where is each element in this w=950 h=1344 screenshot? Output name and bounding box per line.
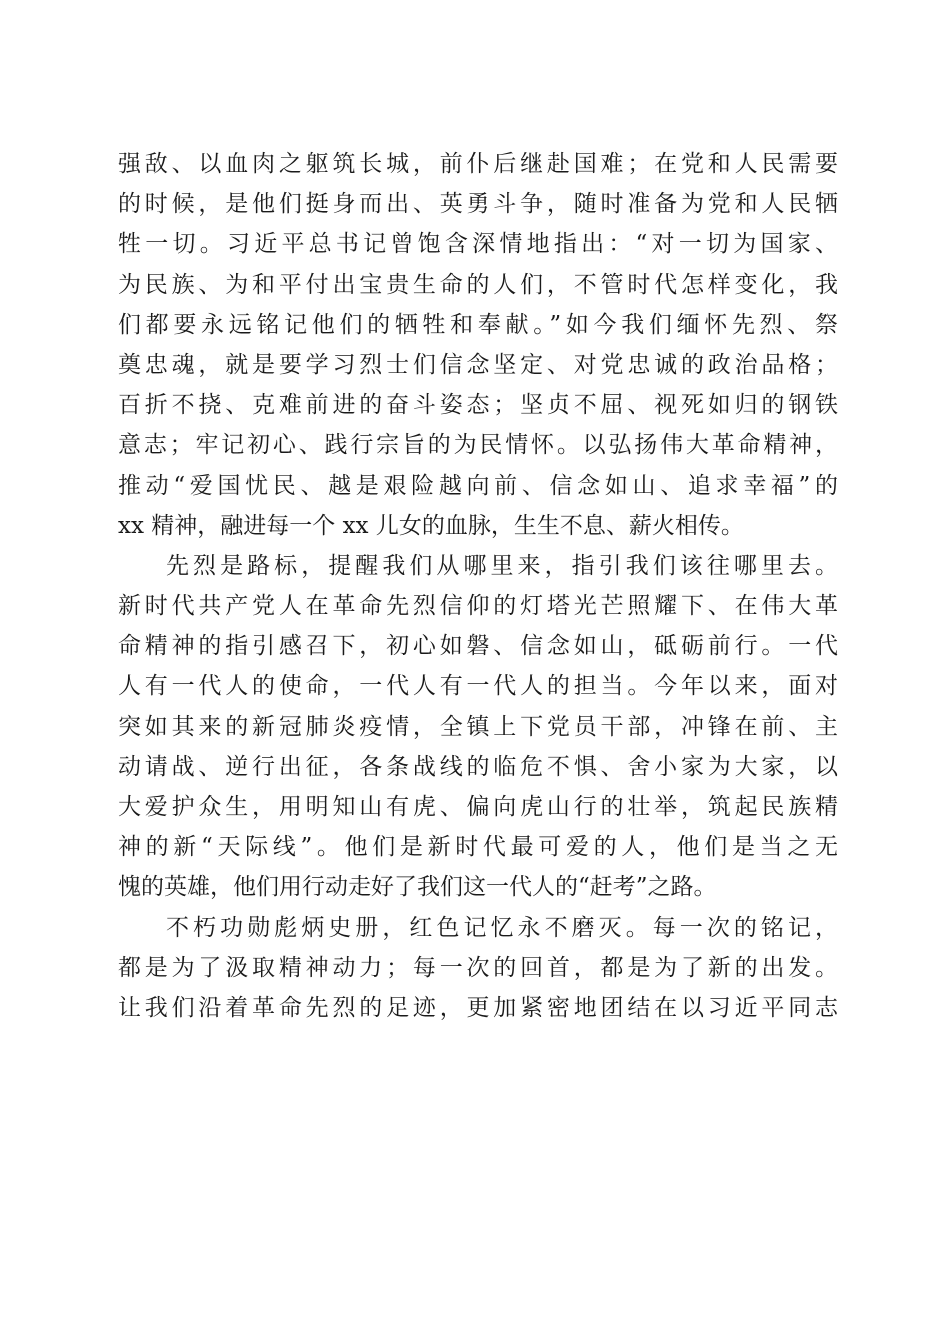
text-line: 神的新“天际线”。他们是新时代最可爱的人，他们是当之无 (118, 834, 838, 861)
text-line: 命精神的指引感召下，初心如磐、信念如山，砥砺前行。一代 (118, 633, 838, 660)
paragraph-2 (118, 546, 838, 908)
text-line: 突如其来的新冠肺炎疫情，全镇上下党员干部，冲锋在前、主 (118, 713, 838, 740)
text-line: 人有一代人的使命，一代人有一代人的担当。今年以来，面对 (118, 673, 838, 700)
body-text (118, 144, 838, 1028)
paragraph-1 (118, 144, 838, 546)
text-line: 推动“爱国忧民、越是艰险越向前、信念如山、追求幸福”的 (118, 472, 838, 499)
text-line: 不朽功勋彪炳史册，红色记忆永不磨灭。每一次的铭记， (166, 914, 838, 941)
text-line: xx 精神，融进每一个 xx 儿女的血脉，生生不息、薪火相传。 (118, 512, 744, 539)
text-line: 意志；牢记初心、践行宗旨的为民情怀。以弘扬伟大革命精神， (118, 432, 838, 459)
text-line: 大爱护众生，用明知山有虎、偏向虎山行的壮举，筑起民族精 (118, 794, 838, 820)
text-line: 牲一切。习近平总书记曾饱含深情地指出：“对一切为国家、 (118, 231, 838, 258)
text-line: 都是为了汲取精神动力；每一次的回首，都是为了新的出发。 (118, 954, 838, 981)
text-line: 的时候，是他们挺身而出、英勇斗争，随时准备为党和人民牺 (118, 191, 838, 218)
paragraph-3 (118, 908, 838, 1029)
text-line: 百折不挠、克难前进的奋斗姿态；坚贞不屈、视死如归的钢铁 (118, 392, 838, 419)
text-line: 强敌、以血肉之躯筑长城，前仆后继赴国难；在党和人民需要 (118, 151, 838, 177)
text-line: 奠忠魂，就是要学习烈士们信念坚定、对党忠诚的政治品格； (118, 351, 838, 378)
text-line: 让我们沿着革命先烈的足迹，更加紧密地团结在以习近平同志 (118, 994, 838, 1021)
text-line: 动请战、逆行出征，各条战线的临危不惧、舍小家为大家，以 (118, 753, 838, 780)
text-line: 新时代共产党人在革命先烈信仰的灯塔光芒照耀下、在伟大革 (118, 593, 838, 620)
text-line: 们都要永远铭记他们的牺牲和奉献。”如今我们缅怀先烈、祭 (118, 311, 838, 338)
text-line: 为民族、为和平付出宝贵生命的人们，不管时代怎样变化，我 (118, 271, 838, 298)
text-line: 愧的英雄，他们用行动走好了我们这一代人的“赶考”之路。 (118, 874, 717, 901)
text-line: 先烈是路标，提醒我们从哪里来，指引我们该往哪里去。 (166, 552, 838, 579)
